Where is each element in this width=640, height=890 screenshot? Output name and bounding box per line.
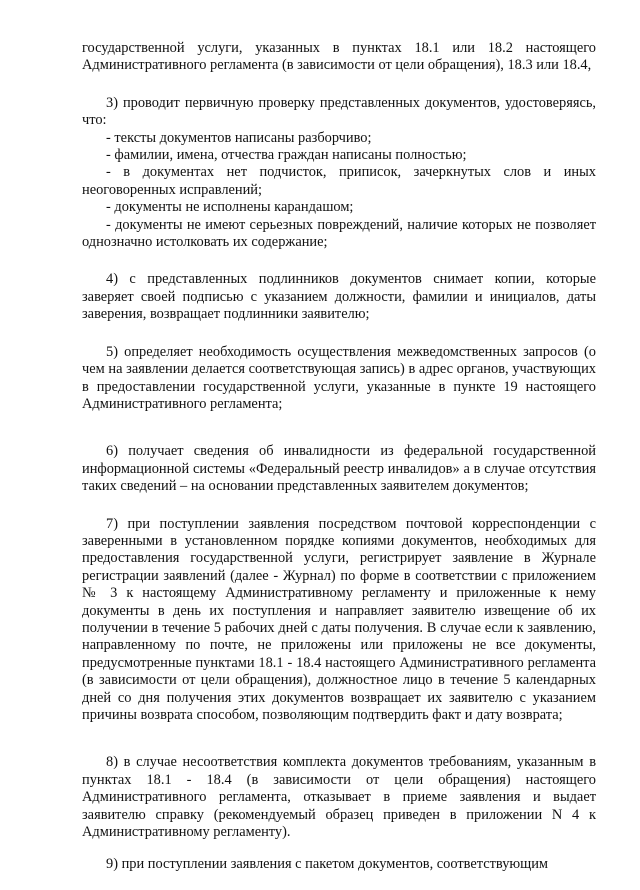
item-6-paragraph: 6) получает сведения об инвалидности из федеральной государственной информационной системы «Федеральный реестр инвалидов» а в случае отсутствия таких сведений – на основании представленных заявителем документов; — [82, 443, 596, 495]
item-3-bullet: - в документах нет подчисток, приписок, зачеркнутых слов и иных неоговоренных исправлений; — [82, 164, 596, 198]
item-3-block — [82, 95, 596, 252]
continuation-paragraph: государственной услуги, указанных в пунктах 18.1 или 18.2 настоящего Административного регламента (в зависимости от цели обращения), 18.3 или 18.4, — [82, 40, 596, 74]
item-3-bullet: - тексты документов написаны разборчиво; — [106, 129, 372, 146]
item-3-bullet: - документы не исполнены карандашом; — [106, 199, 354, 216]
item-7-paragraph: 7) при поступлении заявления посредством почтовой корреспонденции с заверенными в установленном порядке копиями документов, необходимых для предоставления государственной услуги, регистрирует заявление в Журнале регистрации заявлений (далее - Журнал) по форме в соответствии с приложением № 3 к настоящему Административному регламенту и приложенные к нему документы в день их поступления и направляет заявителю извещение об их получении в течение 5 рабочих дней с даты получения. В случае если к заявлению, направленному по почте, не приложены или приложены не все документы, предусмотренные пунктами 18.1 - 18.4 настоящего Административного регламента (в зависимости от цели обращения), должностное лицо в течение 5 календарных дней со дня получения этих документов возвращает их заявителю с указанием причины возврата способом, позволяющим подтвердить факт и дату возврата; — [82, 515, 596, 723]
item-4-paragraph: 4) с представленных подлинников документов снимает копии, которые заверяет своей подписью с указанием должности, фамилии и инициалов, даты заверения, возвращает подлинники заявителю; — [82, 271, 596, 323]
item-3-bullet: - документы не имеют серьезных повреждений, наличие которых не позволяет однозначно истолковать их содержание; — [82, 216, 596, 251]
item-9-paragraph: 9) при поступлении заявления с пакетом документов, соответствующим — [106, 856, 549, 873]
item-3-intro: 3) проводит первичную проверку представленных документов, удостоверяясь, что: — [82, 94, 596, 129]
item-8-paragraph: 8) в случае несоответствия комплекта документов требованиям, указанным в пунктах 18.1 - 18.4 (в зависимости от цели обращения) настоящего Административного регламента, отказывает в приеме заявления и выдает заявителю справку (рекомендуемый образец приведен в приложении N 4 к Административному регламенту). — [82, 754, 596, 841]
item-3-bullet: - фамилии, имена, отчества граждан написаны полностью; — [106, 147, 467, 164]
document-page — [82, 40, 596, 874]
item-5-paragraph: 5) определяет необходимость осуществления межведомственных запросов (о чем на заявлении делается соответствующая запись) в адрес органов, участвующих в предоставлении государственной услуги, указанные в пункте 19 настоящего Административного регламента; — [82, 343, 596, 412]
